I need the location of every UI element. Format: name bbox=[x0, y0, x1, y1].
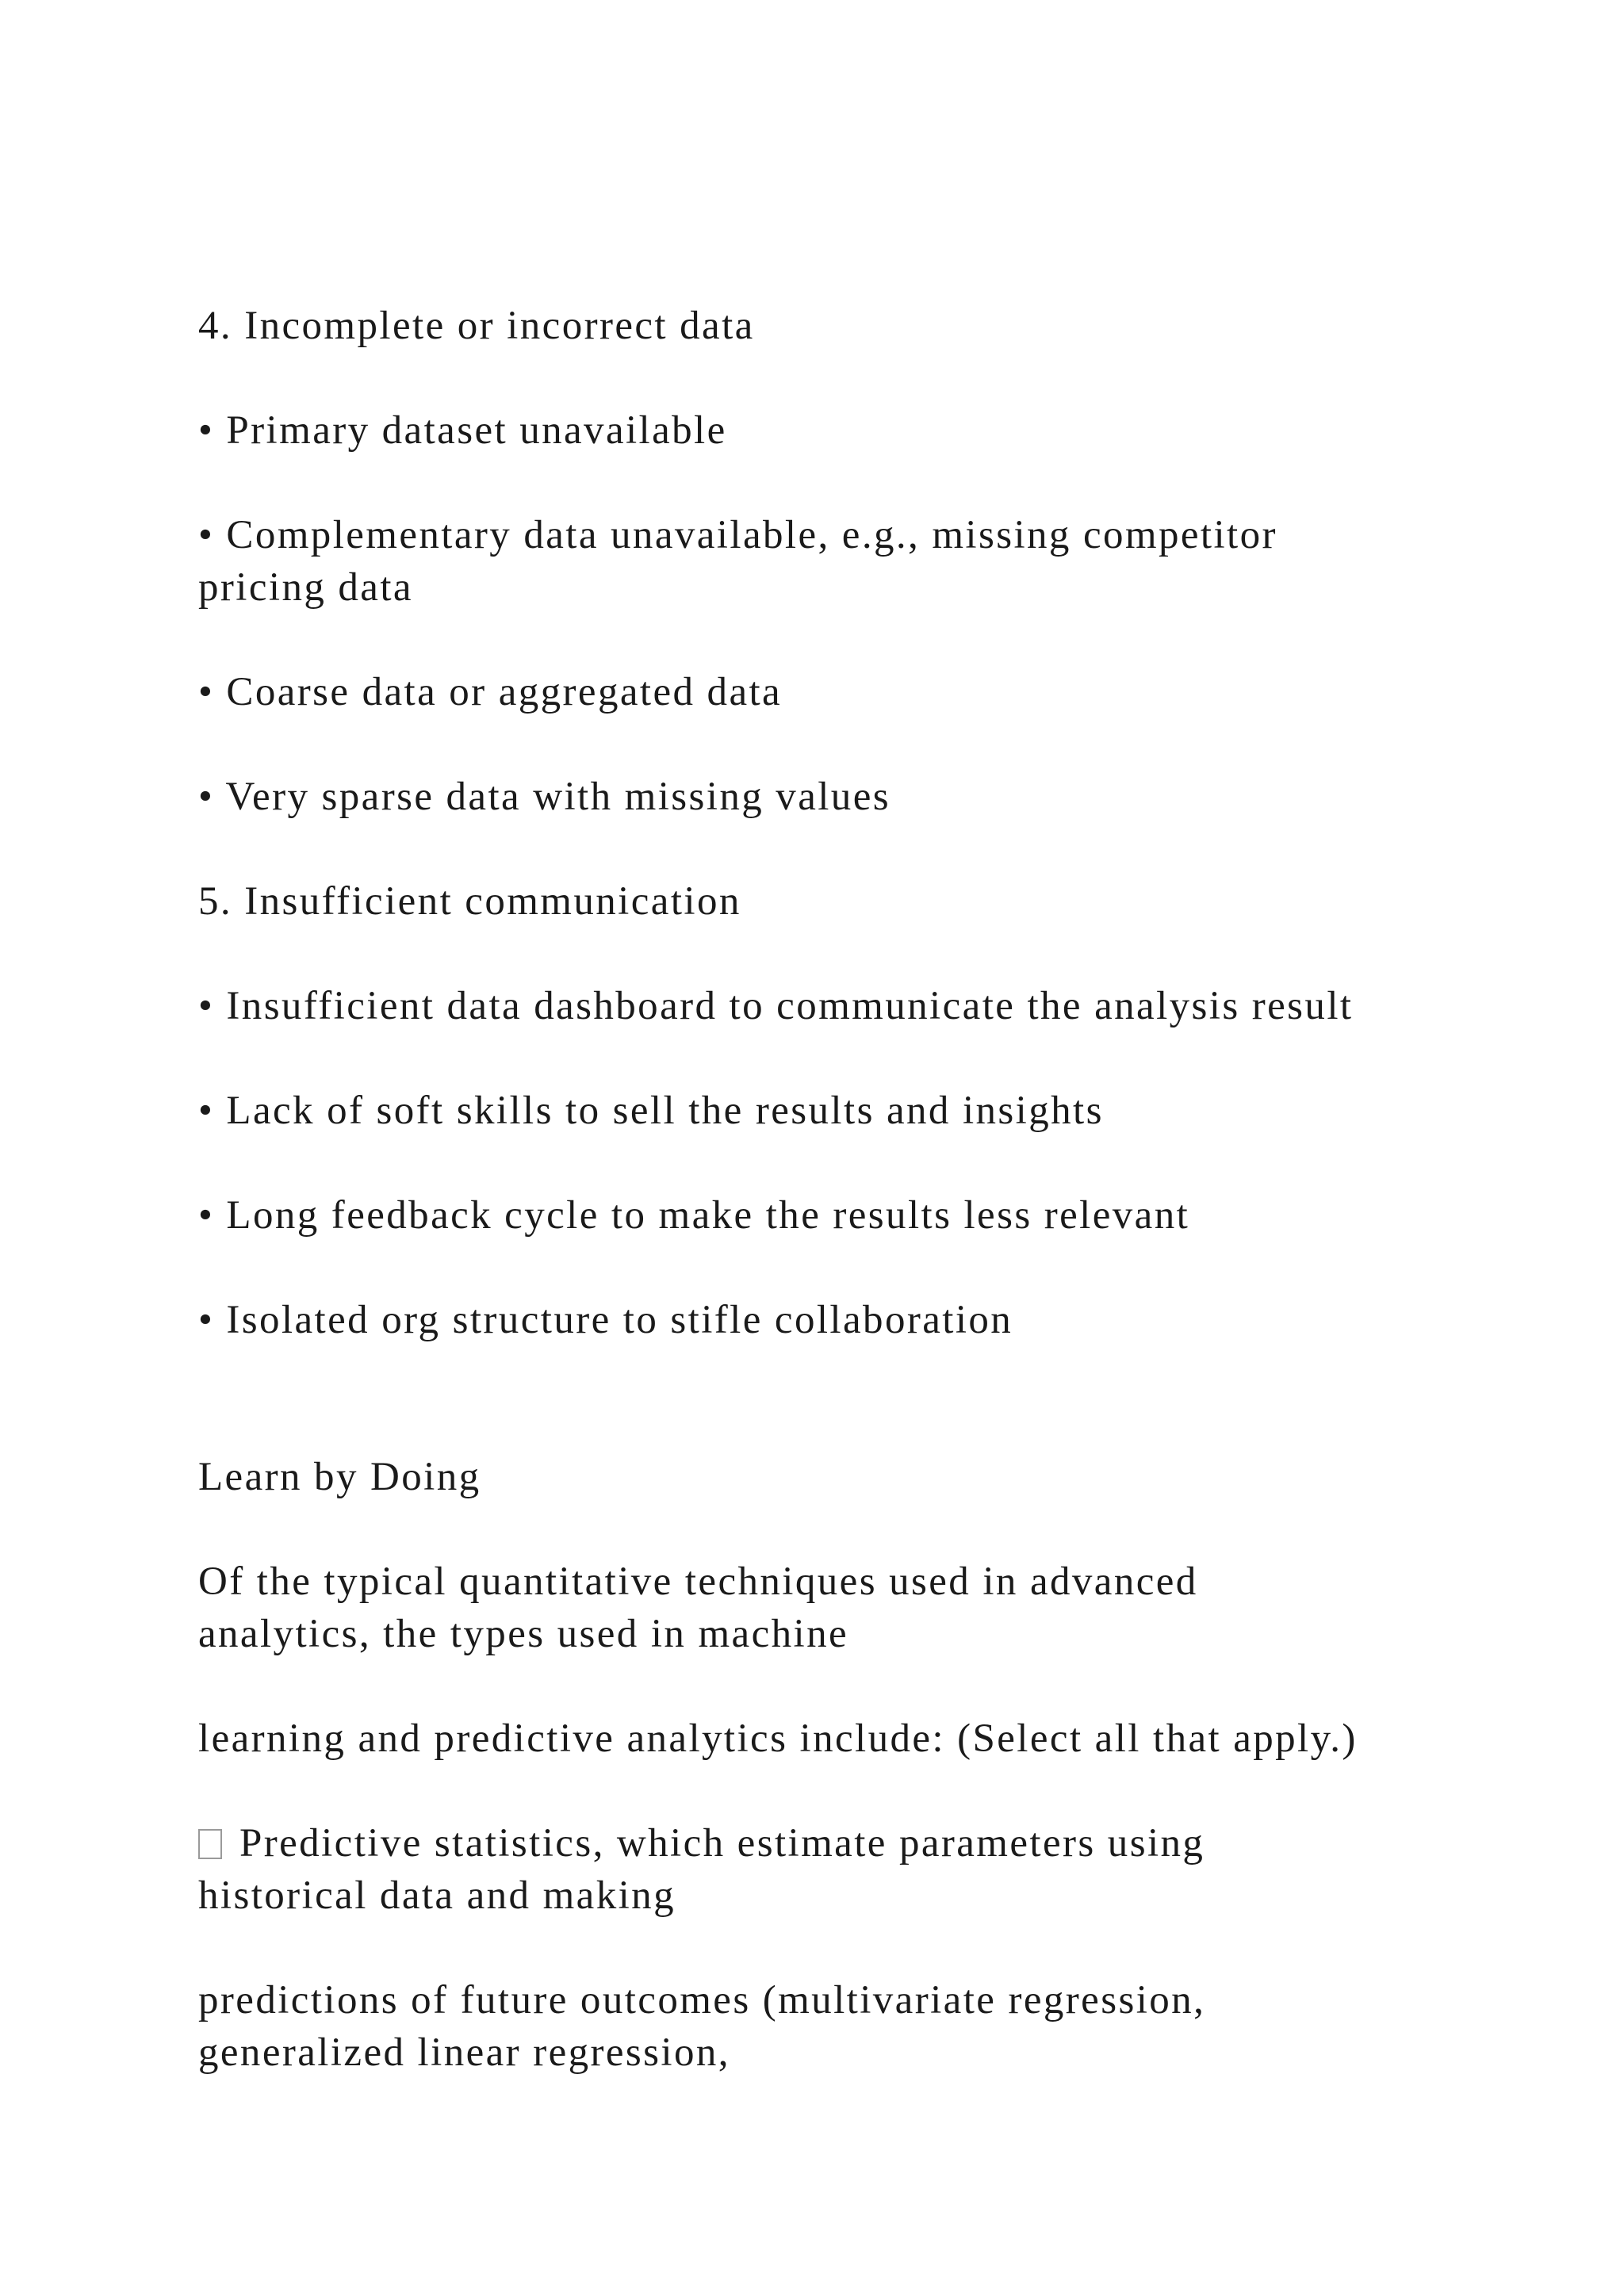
question-line-2: analytics, the types used in machine bbox=[198, 1612, 849, 1656]
option-line-4: generalized linear regression, bbox=[198, 2030, 730, 2075]
section-heading-insufficient-communication: 5. Insufficient communication bbox=[198, 879, 741, 924]
bullet-sparse-data: • Very sparse data with missing values bbox=[198, 775, 891, 819]
question-line-3: learning and predictive analytics include: (Select all that apply.) bbox=[198, 1716, 1358, 1761]
answer-option-predictive-statistics[interactable] bbox=[198, 1817, 1205, 1869]
bullet-feedback-cycle: • Long feedback cycle to make the results less relevant bbox=[198, 1193, 1190, 1238]
bullet-insufficient-dashboard: • Insufficient data dashboard to communicate the analysis result bbox=[198, 984, 1354, 1028]
bullet-primary-dataset: • Primary dataset unavailable bbox=[198, 408, 727, 453]
bullet-isolated-org: • Isolated org structure to stifle collaboration bbox=[198, 1298, 1013, 1342]
bullet-complementary-data-continued: pricing data bbox=[198, 565, 413, 610]
question-line-1: Of the typical quantitative techniques used in advanced bbox=[198, 1559, 1198, 1604]
option-line-3: predictions of future outcomes (multivariate regression, bbox=[198, 1978, 1206, 2022]
option-line-1: Predictive statistics, which estimate parameters using bbox=[239, 1821, 1205, 1866]
checkbox-icon[interactable] bbox=[198, 1829, 222, 1859]
option-line-2: historical data and making bbox=[198, 1873, 676, 1918]
bullet-coarse-data: • Coarse data or aggregated data bbox=[198, 670, 783, 714]
learn-by-doing-title: Learn by Doing bbox=[198, 1455, 481, 1499]
section-heading-incomplete-data: 4. Incomplete or incorrect data bbox=[198, 304, 755, 348]
bullet-soft-skills: • Lack of soft skills to sell the results and insights bbox=[198, 1089, 1104, 1133]
bullet-complementary-data: • Complementary data unavailable, e.g., missing competitor bbox=[198, 513, 1277, 557]
